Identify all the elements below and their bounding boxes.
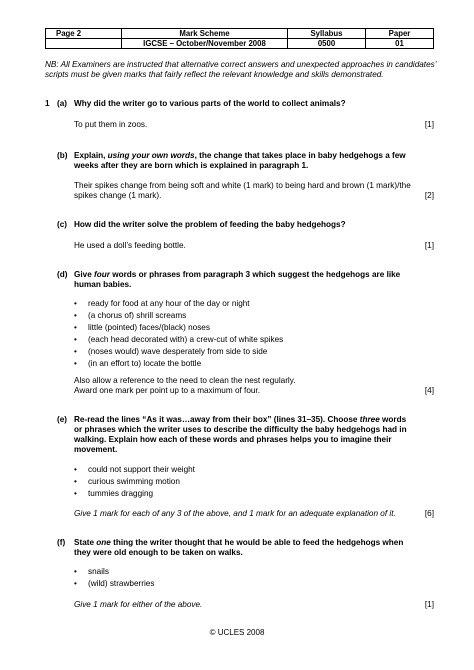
part-d-note-row2 xyxy=(74,386,434,396)
part-a-mark: [1] xyxy=(424,120,434,129)
part-e-question-line1 xyxy=(74,415,436,425)
part-c-mark: [1] xyxy=(424,241,434,250)
list-item: little (pointed) faces/(black) noses xyxy=(88,323,210,332)
part-f-question-line2: they were old enough to be taken on walks. xyxy=(74,548,243,557)
list-item: (in an effort to) locate the bottle xyxy=(88,359,202,368)
part-e-question-line3: walking. Explain how each of these words and phrases helps you to imagine their xyxy=(74,435,392,444)
part-f-question-line1 xyxy=(74,538,436,548)
part-f-label: (f) xyxy=(57,538,66,547)
bullet-icon: • xyxy=(74,323,77,332)
part-d-q-post: words or phrases from paragraph 3 which suggest the hedgehogs are like xyxy=(109,270,401,279)
part-d-question-line1 xyxy=(74,270,436,280)
bullet-icon: • xyxy=(74,465,77,474)
copyright-footer: © UCLES 2008 xyxy=(209,628,265,637)
header-syllabus-code-cell: 0500 xyxy=(288,39,366,49)
list-item: (a chorus of) shrill screams xyxy=(88,311,187,320)
part-e-q-post: words xyxy=(379,415,407,424)
part-e-mark: [6] xyxy=(424,509,434,518)
header-page-cell: Page 2 xyxy=(46,29,122,39)
part-f-q-post: thing the writer thought that he would be able to feed the hedgehogs when xyxy=(110,538,404,547)
header-row-2 xyxy=(46,39,434,49)
header-row-1 xyxy=(46,29,434,39)
part-c-answer-row xyxy=(74,241,434,251)
part-a-answer-row xyxy=(74,120,434,130)
list-item: snails xyxy=(88,567,109,576)
bullet-icon: • xyxy=(74,311,77,320)
part-d-q-pre: Give xyxy=(74,270,95,279)
bullet-icon: • xyxy=(74,579,77,588)
header-syllabus-cell: Syllabus xyxy=(288,29,366,39)
bullet-icon: • xyxy=(74,359,77,368)
list-item: (each head decorated with) a crew-cut of white spikes xyxy=(88,335,284,344)
nb-note: NB: All Examiners are instructed that alternative correct answers and unexpected approaches in candidates’ scripts must be given marks that fairly reflect the relevant knowledge and skills demonstrated. xyxy=(45,60,437,80)
part-b-q-emphasis: using your own words xyxy=(107,151,195,160)
part-a-answer: To put them in zoos. xyxy=(74,120,148,129)
question-number: 1 xyxy=(45,99,50,108)
list-item: tummies dragging xyxy=(88,489,154,498)
part-d-q-emphasis: four xyxy=(94,270,110,279)
header-title-cell: Mark Scheme xyxy=(122,29,288,39)
part-b-question-line1 xyxy=(74,151,436,161)
bullet-icon: • xyxy=(74,299,77,308)
header-empty-cell xyxy=(46,39,122,49)
bullet-icon: • xyxy=(74,335,77,344)
part-b-answer-line1: Their spikes change from being soft and white (1 mark) to being hard and brown (1 mark)/the xyxy=(74,181,411,190)
part-b-q-pre: Explain, xyxy=(74,151,108,160)
part-a-label: (a) xyxy=(57,99,68,108)
part-f-q-pre: State xyxy=(74,538,97,547)
header-exam-cell: IGCSE – October/November 2008 xyxy=(122,39,288,49)
part-d-note-line1: Also allow a reference to the need to clean the nest regularly. xyxy=(74,376,296,385)
part-c-question: How did the writer solve the problem of feeding the baby hedgehogs? xyxy=(74,220,346,229)
header-paper-number-cell: 01 xyxy=(366,39,434,49)
part-e-q-emphasis: three xyxy=(359,415,380,424)
bullet-icon: • xyxy=(74,477,77,486)
list-item: ready for food at any hour of the day or night xyxy=(88,299,250,308)
part-b-label: (b) xyxy=(57,151,68,160)
part-b-answer-row2 xyxy=(74,191,434,201)
part-d-label: (d) xyxy=(57,270,68,279)
part-a-question: Why did the writer go to various parts of the world to collect animals? xyxy=(74,99,346,108)
part-b-answer-line2: spikes change (1 mark). xyxy=(74,191,162,200)
bullet-icon: • xyxy=(74,567,77,576)
part-b-mark: [2] xyxy=(424,191,434,200)
part-d-question-line2: human babies. xyxy=(74,280,132,289)
header-table xyxy=(45,28,434,49)
list-item: (wild) strawberries xyxy=(88,579,155,588)
part-f-q-emphasis: one xyxy=(96,538,111,547)
bullet-icon: • xyxy=(74,489,77,498)
part-e-q-pre: Re-read the lines “As it was…away from their box” (lines 31–35). Choose xyxy=(74,415,360,424)
list-item: could not support their weight xyxy=(88,465,195,474)
part-e-label: (e) xyxy=(57,415,68,424)
part-f-note: Give 1 mark for either of the above. xyxy=(74,600,203,609)
part-c-answer: He used a doll’s feeding bottle. xyxy=(74,241,186,250)
part-e-question-line2: or phrases which the writer uses to describe the difficulty the baby hedgehogs had in xyxy=(74,425,407,434)
part-e-question-line4: movement. xyxy=(74,445,118,454)
part-d-note-line2: Award one mark per point up to a maximum of four. xyxy=(74,386,260,395)
part-f-note-row xyxy=(74,600,434,610)
part-f-mark: [1] xyxy=(424,600,434,609)
part-d-mark: [4] xyxy=(424,386,434,395)
header-paper-cell: Paper xyxy=(366,29,434,39)
part-b-question-line2: weeks after they are born which is explained in paragraph 1. xyxy=(74,161,309,170)
part-c-label: (c) xyxy=(57,220,68,229)
part-e-note: Give 1 mark for each of any 3 of the above, and 1 mark for an adequate explanation of it. xyxy=(74,509,396,518)
bullet-icon: • xyxy=(74,347,77,356)
list-item: (noses would) wave desperately from side to side xyxy=(88,347,268,356)
list-item: curious swimming motion xyxy=(88,477,180,486)
part-e-note-row xyxy=(74,509,434,519)
part-b-q-post: , the change that takes place in baby hedgehogs a few xyxy=(194,151,406,160)
